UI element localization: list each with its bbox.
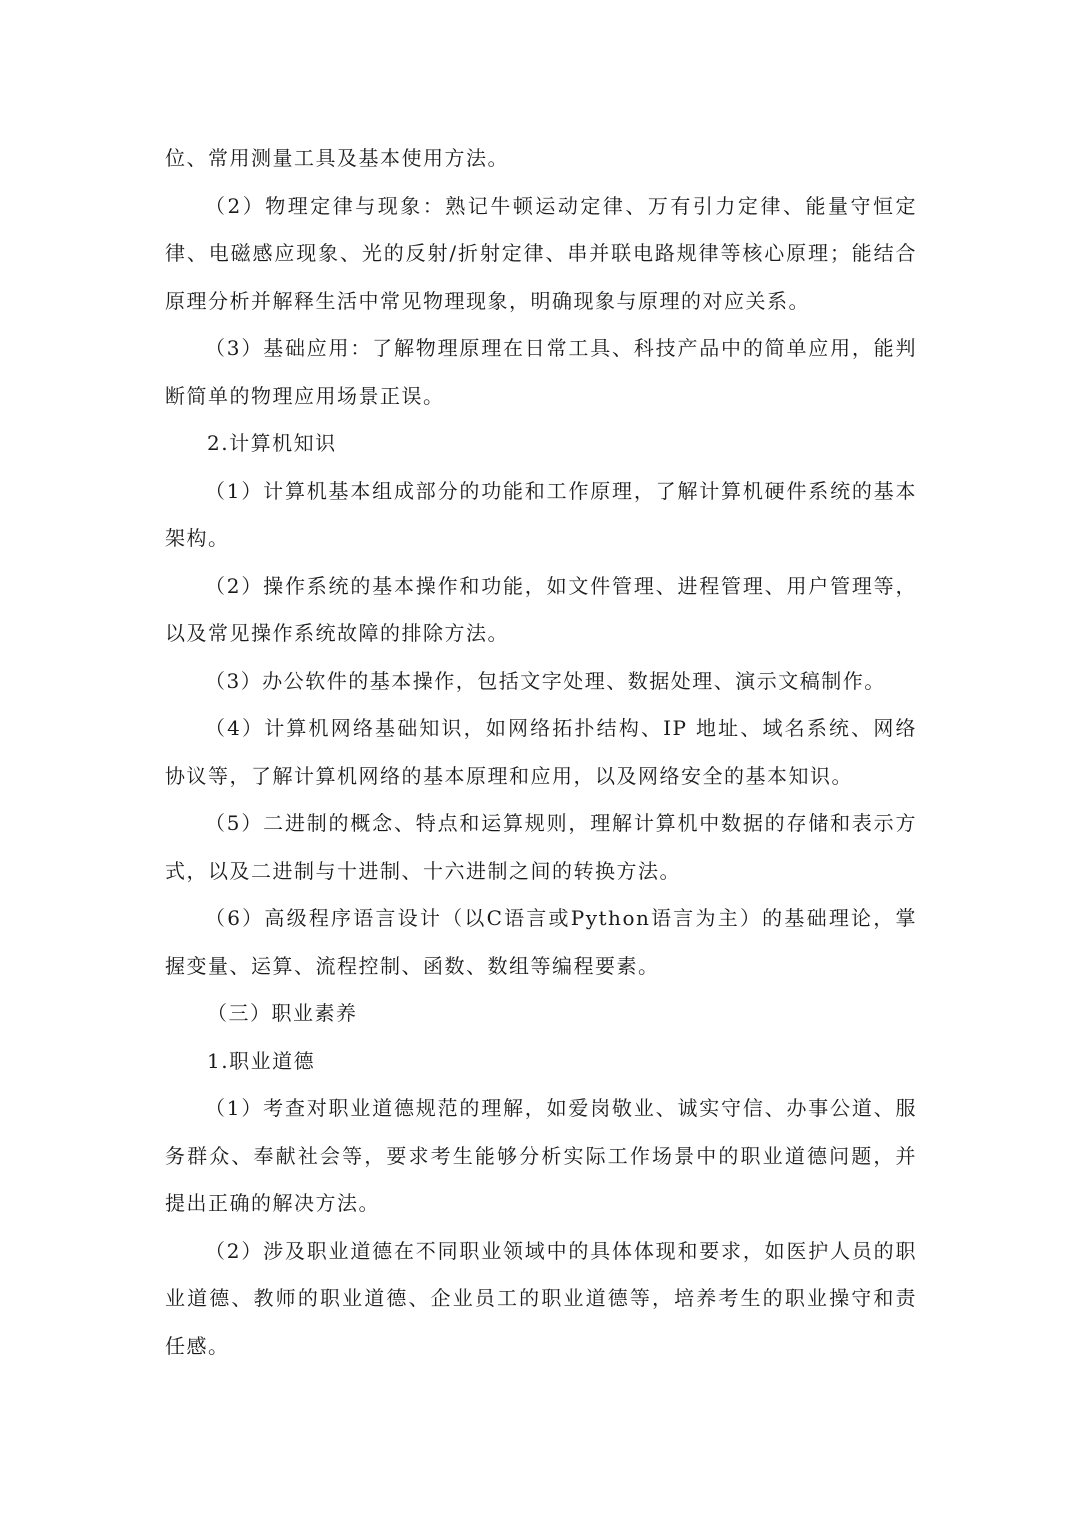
paragraph-ethics-norms: （1）考查对职业道德规范的理解，如爱岗敬业、诚实守信、办事公道、服务群众、奉献社会等，要求考生能够分析实际工作场景中的职业道德问题，并提出正确的解决方法。 [165, 1096, 917, 1215]
paragraph-continuation: 位、常用测量工具及基本使用方法。 [165, 146, 509, 170]
paragraph-operating-system: （2）操作系统的基本操作和功能，如文件管理、进程管理、用户管理等，以及常见操作系统故障的排除方法。 [165, 573, 917, 645]
paragraph-binary: （5）二进制的概念、特点和运算规则，理解计算机中数据的存储和表示方式，以及二进制与十进制、十六进制之间的转换方法。 [165, 811, 917, 883]
paragraph-computer-hardware: （1）计算机基本组成部分的功能和工作原理，了解计算机硬件系统的基本架构。 [165, 478, 917, 550]
document-body [165, 135, 917, 1370]
section-heading-computer-knowledge: 2.计算机知识 [207, 431, 337, 455]
paragraph-office-software: （3）办公软件的基本操作，包括文字处理、数据处理、演示文稿制作。 [205, 668, 886, 693]
paragraph-programming: （6）高级程序语言设计（以C语言或Python语言为主）的基础理论，掌握变量、运算、流程控制、函数、数组等编程要素。 [165, 906, 917, 978]
paragraph-computer-network: （4）计算机网络基础知识，如网络拓扑结构、IP 地址、域名系统、网络协议等，了解计算机网络的基本原理和应用，以及网络安全的基本知识。 [165, 716, 917, 788]
paragraph-basic-application: （3）基础应用：了解物理原理在日常工具、科技产品中的简单应用，能判断简单的物理应用场景正误。 [165, 336, 917, 408]
paragraph-ethics-fields: （2）涉及职业道德在不同职业领域中的具体体现和要求，如医护人员的职业道德、教师的职业道德、企业员工的职业道德等，培养考生的职业操守和责任感。 [165, 1238, 917, 1358]
section-heading-professional-quality: （三）职业素养 [207, 1001, 358, 1025]
paragraph-physics-laws: （2）物理定律与现象：熟记牛顿运动定律、万有引力定律、能量守恒定律、电磁感应现象、光的反射/折射定律、串并联电路规律等核心原理；能结合原理分析并解释生活中常见物理现象，明确现象与原理的对应关系。 [165, 193, 917, 313]
section-heading-professional-ethics: 1.职业道德 [207, 1048, 316, 1073]
